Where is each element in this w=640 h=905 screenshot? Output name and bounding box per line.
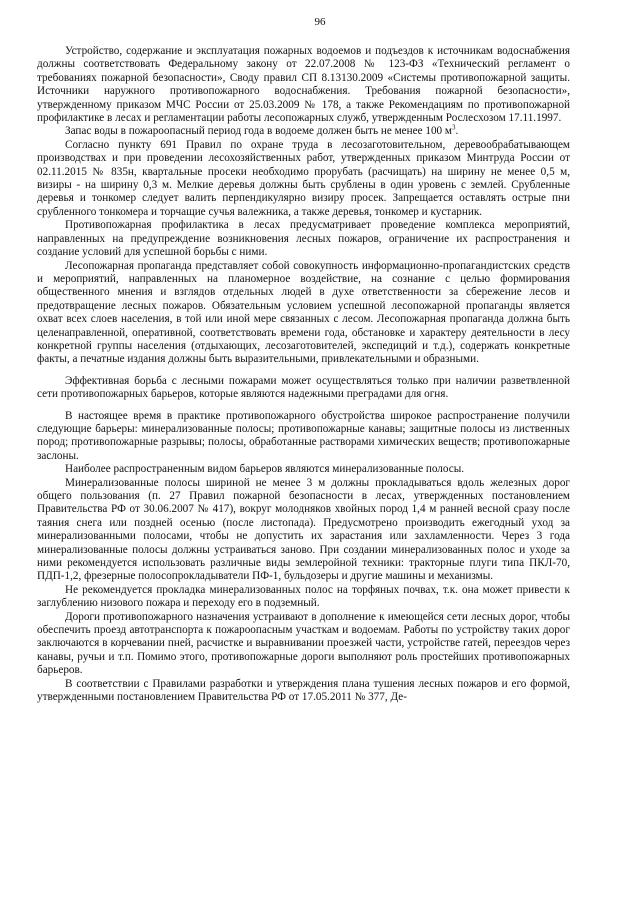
paragraph-mineralized-strips: Минерализованные полосы шириной не менее 3 м должны прокладываться вдоль железных дорог общего пользования (п. 27 Правил пожарной безопасности в лесах, утвержденных постановлением Правительства РФ от 30.06.2007 № 417), вокруг молодняков хвойных пород 1,4 м ранней весной сразу после таяния снега или поздней осенью (после листопада). Предусмотрено производить ежегодный уход за минерализованными полосами, чтобы не допустить их зарастания или захламленности. Через 3 года минерализованные полосы должны устраиваться заново. При создании минерализованных полос и уходе за ними рекомендуется использовать различные виды землеройной техники: тракторные плуги типа ПКЛ-70, ПДП-1,2, фрезерные полосопрокладыватели ПФ-1, бульдозеры и другие машины и механизмы. <box>37 476 570 583</box>
paragraph-fire-roads: Дороги противопожарного назначения устраивают в дополнение к имеющейся сети лесных дорог, чтобы обеспечить проезд автотранспорта к пожароопасным участкам и водоемам. Работы по устройству таких дорог заключаются в корчевании пней, расчистке и выравнивании проезжей части, устройстве гатей, переездов через канавы, ручьи и т.п. Помимо этого, противопожарные дороги выполняют роль простейших противопожарных барьеров. <box>37 610 570 677</box>
water-reserve-text: Запас воды в пожароопасный период года в водоеме должен быть не менее 100 м <box>65 125 453 138</box>
paragraph-clearings: Согласно пункту 691 Правил по охране труда в лесозаготовительном, деревообрабатывающем производствах и при проведении лесохозяйственных работ, утвержденных приказом Минтруда России от 02.11.2015 № 835н, квартальные просеки необходимо прорубать (расчищать) на ширину не менее 0,5 м, визиры - на ширину 0,3 м. Мелкие деревья должны быть срублены в один уровень с землей. Срубленные деревья и тонкомер следует валить перпендикулярно визиру просек. Запрещается оставлять острые пни срубленного тонкомера и торчащие сучья валежника, а также деревья, тонкомер и кустарник. <box>37 138 570 218</box>
paragraph-fire-plan: В соответствии с Правилами разработки и утверждения плана тушения лесных пожаров и его формой, утвержденными постановлением Правительства РФ от 17.05.2011 № 377, Де- <box>37 677 570 704</box>
page-content <box>37 45 570 705</box>
paragraph-barriers-network: Эффективная борьба с лесными пожарами может осуществляться только при наличии разветвленной сети противопожарных барьеров, которые являются надежными преградами для огня. <box>37 374 570 401</box>
paragraph-water-sources: Устройство, содержание и эксплуатация пожарных водоемов и подъездов к источникам водоснабжения должны соответствовать Федеральному закону от 22.07.2008 № 123-ФЗ «Технический регламент о требованиях пожарной безопасности», Своду правил СП 8.13130.2009 «Системы противопожарной защиты. Источники наружного противопожарного водоснабжения. Требования пожарной безопасности», утвержденному приказом МЧС России от 25.03.2009 № 178, а также Рекомендациям по противопожарной профилактике в лесах и регламентации работы лесопожарных служб, утвержденным Рослесхозом 17.11.1997. <box>37 45 570 125</box>
paragraph-peat-soils: Не рекомендуется прокладка минерализованных полос на торфяных почвах, т.к. она может привести к заглублению низового пожара и переходу его в подземный. <box>37 583 570 610</box>
paragraph-barrier-types: В настоящее время в практике противопожарного обустройства широкое распространение получили следующие барьеры: минерализованные полосы; противопожарные канавы; защитные полосы из лиственных пород; противопожарные разрывы; полосы, обработанные растворами химических веществ; противопожарные заслоны. <box>37 409 570 462</box>
water-reserve-end: . <box>455 125 459 138</box>
cubic-superscript: 3 <box>452 123 456 132</box>
paragraph-prevention: Противопожарная профилактика в лесах предусматривает проведение комплекса мероприятий, направленных на предупреждение возникновения лесных пожаров, ограничение их распространения и создание условий для успешной борьбы с ними. <box>37 219 570 259</box>
paragraph-common-barrier: Наиболее распространенным видом барьеров являются минерализованные полосы. <box>65 463 465 476</box>
page-number: 96 <box>314 16 326 28</box>
paragraph-water-reserve <box>37 125 570 138</box>
paragraph-propaganda: Лесопожарная пропаганда представляет собой совокупность информационно-пропагандистских средств и мероприятий, направленных на планомерное воздействие, на сознание с целью формирования общественного мнения и взглядов отдельных людей в духе ответственности за сбережение лесов и предотвращение лесных пожаров. Обязательным условием успешной лесопожарной пропаганды является охват всех слоев населения, в той или иной мере связанных с лесом. Лесопожарная пропаганда должна быть целенаправленной, оперативной, соответствовать времени года, обстановке и характеру деятельности в лесу конкретной группы населения (отдыхающих, лесозаготовителей, экспедиций и т.д.), содержать конкретные факты, а печатные издания должны быть выразительными, привлекательными и образными. <box>37 259 570 366</box>
